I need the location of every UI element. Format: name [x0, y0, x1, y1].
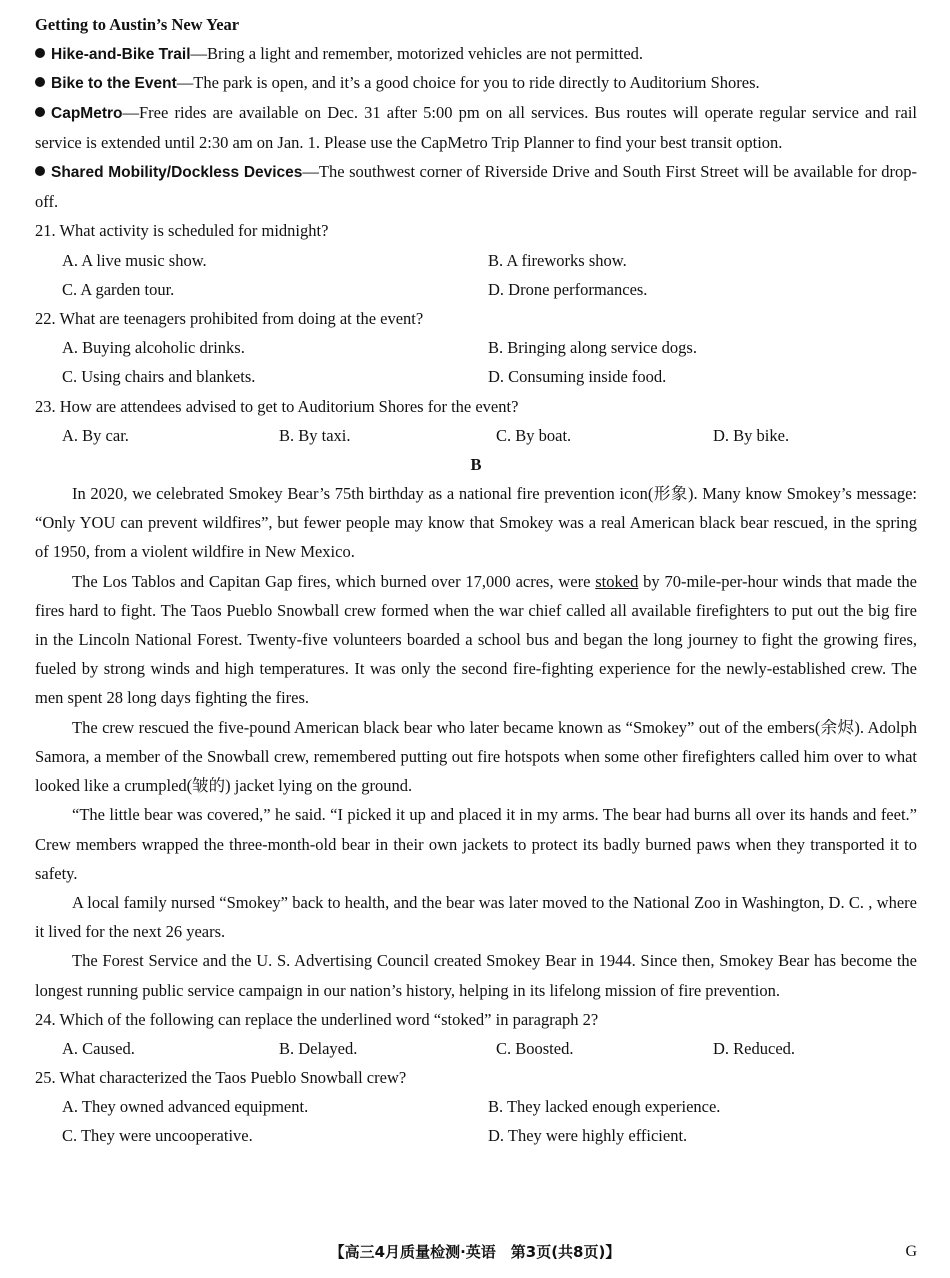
paragraph-2: The Los Tablos and Capitan Gap fires, which burned over 17,000 acres, were stoked by 70-mile-per-hour winds that made the fires hard to fight. The Taos Pueblo Snowball crew formed when the war chief called all available firefighters to put out the big fire in the Lincoln National Forest. Twenty-five volunteers boarded a school bus and began the long journey to fight the growing fires, fueled by strong winds and high temperatures. It was only the second fire-fighting experience for the newly-established crew. The men spent 28 long days fighting the fires.	[35, 571, 917, 708]
option-d: D. Reduced.	[713, 1038, 796, 1058]
option-d: D. Drone performances.	[488, 279, 648, 299]
option-c: C. They were uncooperative.	[62, 1126, 253, 1146]
paragraph-3: The crew rescued the five-pound American black bear who later became known as “Smokey” out of the embers(余烬). Adolph Samora, a member of the Snowball crew, remembered putting out fire hotspots when some other firefighters called him over to what looked like a crumpled(皱的) jacket lying on the ground.	[35, 717, 917, 796]
list-item: Shared Mobility/Dockless Devices—The southwest corner of Riverside Drive and South First Street will be available for drop-off.	[35, 161, 917, 212]
options-row	[35, 1121, 917, 1150]
paragraph-4: “The little bear was covered,” he said. “I picked it up and placed it in my arms. The bear had burns all over its hands and feet.” Crew members wrapped the three-month-old bear in their own jackets to protect its badly burned paws when they transported it to safety.	[35, 805, 917, 883]
option-a: A. They owned advanced equipment.	[62, 1097, 309, 1117]
option-b: B. Delayed.	[279, 1038, 358, 1058]
option-d: D. Consuming inside food.	[488, 367, 667, 387]
question-21: 21. What activity is scheduled for midnight?	[35, 221, 329, 241]
footer-code: G	[905, 1243, 917, 1260]
underlined-word: stoked	[595, 571, 639, 591]
options-row	[35, 1034, 917, 1063]
bullet-icon	[35, 107, 45, 117]
option-a: A. Buying alcoholic drinks.	[62, 338, 245, 358]
question-24: 24. Which of the following can replace the underlined word “stoked” in paragraph 2?	[35, 1009, 599, 1029]
options-row	[35, 246, 917, 275]
options-row	[35, 362, 917, 391]
option-c: C. Using chairs and blankets.	[62, 367, 256, 387]
section-title: Getting to Austin’s New Year	[35, 15, 240, 34]
option-b: B. By taxi.	[279, 425, 351, 445]
question-22: 22. What are teenagers prohibited from doing at the event?	[35, 308, 424, 328]
list-item: Hike-and-Bike Trail—Bring a light and remember, motorized vehicles are not permitted.	[35, 39, 917, 68]
paragraph-5: A local family nursed “Smokey” back to health, and the bear was later moved to the National Zoo in Washington, D. C. , where it lived for the next 26 years.	[35, 892, 917, 942]
option-c: C. A garden tour.	[62, 279, 175, 299]
list-item: Bike to the Event—The park is open, and it’s a good choice for you to ride directly to Auditorium Shores.	[35, 68, 917, 97]
option-b: B. They lacked enough experience.	[488, 1097, 721, 1117]
footer-text: 【高三4月质量检测·英语 第3页(共8页)】	[329, 1243, 621, 1261]
page-content	[35, 10, 917, 1151]
option-a: A. By car.	[62, 425, 129, 445]
options-row	[35, 275, 917, 304]
paragraph-1: In 2020, we celebrated Smokey Bear’s 75th birthday as a national fire prevention icon(形象). Many know Smokey’s message: “Only YOU can prevent wildfires”, but fewer people may know that Smokey was a real American black bear rescued, in the spring of 1950, from a violent wildfire in New Mexico.	[35, 484, 917, 562]
option-c: C. Boosted.	[496, 1038, 574, 1058]
options-row	[35, 421, 917, 450]
options-row	[35, 1092, 917, 1121]
section-b-label: B	[470, 454, 482, 474]
option-d: D. By bike.	[713, 425, 790, 445]
list-item: CapMetro—Free rides are available on Dec. 31 after 5:00 pm on all services. Bus routes will operate regular service and rail service is extended until 2:30 am on Jan. 1. Please use the CapMetro Trip Planner to find your best transit option.	[35, 102, 917, 152]
option-a: A. A live music show.	[62, 250, 207, 270]
paragraph-6: The Forest Service and the U. S. Advertising Council created Smokey Bear in 1944. Since then, Smokey Bear has become the longest running public service campaign in our nation’s history, helping in its lifelong mission of fire prevention.	[35, 951, 917, 1000]
question-25: 25. What characterized the Taos Pueblo Snowball crew?	[35, 1068, 407, 1088]
bullet-icon	[35, 166, 45, 176]
option-b: B. Bringing along service dogs.	[488, 338, 697, 358]
bullet-icon	[35, 48, 45, 58]
page-footer	[0, 1240, 950, 1264]
option-c: C. By boat.	[496, 425, 572, 445]
option-b: B. A fireworks show.	[488, 250, 627, 270]
option-a: A. Caused.	[62, 1038, 135, 1058]
question-23: 23. How are attendees advised to get to Auditorium Shores for the event?	[35, 396, 519, 416]
bullet-icon	[35, 77, 45, 87]
options-row	[35, 333, 917, 362]
option-d: D. They were highly efficient.	[488, 1126, 688, 1146]
